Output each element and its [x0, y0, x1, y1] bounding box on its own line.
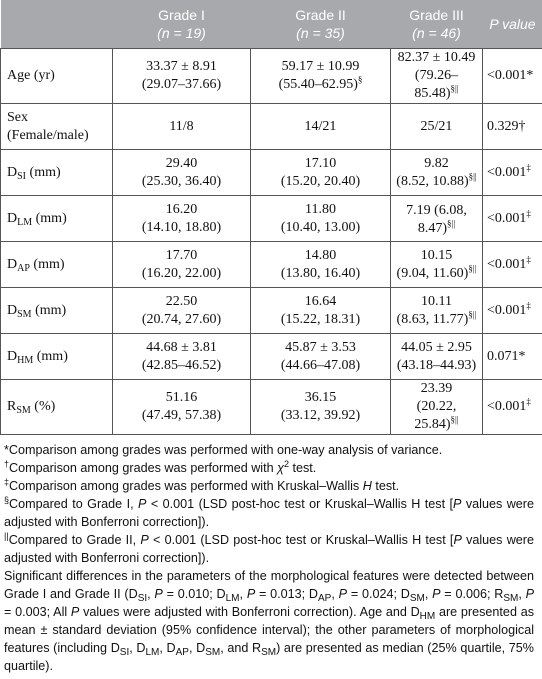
- cell-p-value: <0.001‡: [483, 288, 542, 334]
- cell-p-value: <0.001‡: [483, 242, 542, 288]
- row-label: $D_{LM}$ (mm): [1, 196, 113, 242]
- row-label: Age (yr): [1, 49, 113, 104]
- table-row-dlm: [1, 196, 542, 242]
- footnote-chi-square: †Comparison among grades was performed with $\chi^2$ test.: [4, 458, 317, 475]
- cell-grade-1: 22.50 (20.74, 27.60): [113, 288, 251, 334]
- table-row-dap: [1, 242, 542, 288]
- cell-grade-1: 51.16 (47.49, 57.38): [113, 380, 251, 435]
- footnote-anova: *Comparison among grades was performed with one-way analysis of variance.: [4, 443, 443, 457]
- cell-p-value: <0.001*: [483, 49, 542, 104]
- cell-grade-2: 59.17 ± 10.99 (55.40–62.95)§: [251, 49, 391, 104]
- header-grade-2: Grade II (n = 35): [251, 0, 391, 49]
- table-row-dsi: [1, 150, 542, 196]
- table-row-age: [1, 49, 542, 104]
- cell-grade-2: 45.87 ± 3.53 (44.66–47.08): [251, 334, 391, 380]
- row-label: $D_{SM}$ (mm): [1, 288, 113, 334]
- cell-grade-1: 33.37 ± 8.91 (29.07–37.66): [113, 49, 251, 104]
- footnote-grade-1: §Compared to Grade I, P < 0.001 (LSD post-hoc test or Kruskal–Wallis H test [P values were adjusted with Bonferroni correction]).: [4, 494, 534, 529]
- cell-grade-1: 11/8: [113, 104, 251, 150]
- header-row: [1, 0, 542, 49]
- table-footnotes: [0, 435, 536, 675]
- cell-grade-1: 17.70 (16.20, 22.00): [113, 242, 251, 288]
- row-label: $R_{SM}$ (%): [1, 380, 113, 435]
- header-empty: [1, 0, 113, 49]
- cell-grade-2: 14.80 (13.80, 16.40): [251, 242, 391, 288]
- row-label: $D_{AP}$ (mm): [1, 242, 113, 288]
- cell-grade-1: 44.68 ± 3.81 (42.85–46.52): [113, 334, 251, 380]
- table-row-sex: [1, 104, 542, 150]
- header-p-value: P value: [483, 0, 542, 49]
- cell-p-value: <0.001‡: [483, 150, 542, 196]
- footnote-grade-2: ||Compared to Grade II, P < 0.001 (LSD post-hoc test or Kruskal–Wallis H test [P values were adjusted with Bonferroni correction]).: [4, 530, 534, 565]
- header-grade-3: Grade III (n = 46): [391, 0, 483, 49]
- cell-grade-2: 14/21: [251, 104, 391, 150]
- footnote-summary: Significant differences in the parameters of the morphological features were detected between Grade I and Grade II ($D_{SI}$, P = 0.010; $D_{LM}$, P = 0.013; $D_{AP}$, P = 0.024; $D_{SM}$, P = 0.006; $R_{SM}$, P = 0.003; All P values were adjusted with Bonferroni correction). Age and $D_{HM}$ are presented as mean ± standard deviation (95% confidence interval); the other parameters of morphological features (including $D_{SI}$, $D_{LM}$, $D_{AP}$, $D_{SM}$, and $R_{SM}$) are presented as median (25% quartile, 75% quartile).: [4, 569, 535, 673]
- table-row-rsm: [1, 380, 542, 435]
- cell-p-value: <0.001‡: [483, 380, 542, 435]
- cell-grade-2: 16.64 (15.22, 18.31): [251, 288, 391, 334]
- row-label: Sex (Female/male): [1, 104, 113, 150]
- table-row-dhm: [1, 334, 542, 380]
- cell-grade-3: 25/21: [391, 104, 483, 150]
- cell-p-value: <0.001‡: [483, 196, 542, 242]
- cell-grade-3: 9.82 (8.52, 10.88)§||: [391, 150, 483, 196]
- cell-grade-3: 10.15 (9.04, 11.60)§||: [391, 242, 483, 288]
- header-grade-1: Grade I (n = 19): [113, 0, 251, 49]
- cell-grade-3: 82.37 ± 10.49 (79.26–85.48)§||: [391, 49, 483, 104]
- cell-grade-2: 36.15 (33.12, 39.92): [251, 380, 391, 435]
- cell-grade-2: 17.10 (15.20, 20.40): [251, 150, 391, 196]
- cell-grade-3: 23.39 (20.22, 25.84)§||: [391, 380, 483, 435]
- cell-grade-3: 7.19 (6.08, 8.47)§||: [391, 196, 483, 242]
- footnote-kruskal: ‡Comparison among grades was performed with Kruskal–Wallis H test.: [4, 476, 400, 493]
- row-label: $D_{SI}$ (mm): [1, 150, 113, 196]
- cell-p-value: 0.071*: [483, 334, 542, 380]
- row-label: $D_{HM}$ (mm): [1, 334, 113, 380]
- cell-grade-3: 10.11 (8.63, 11.77)§||: [391, 288, 483, 334]
- cell-grade-1: 29.40 (25.30, 36.40): [113, 150, 251, 196]
- table-row-dsm: [1, 288, 542, 334]
- cell-p-value: 0.329†: [483, 104, 542, 150]
- cell-grade-3: 44.05 ± 2.95 (43.18–44.93): [391, 334, 483, 380]
- cell-grade-2: 11.80 (10.40, 13.00): [251, 196, 391, 242]
- cell-grade-1: 16.20 (14.10, 18.80): [113, 196, 251, 242]
